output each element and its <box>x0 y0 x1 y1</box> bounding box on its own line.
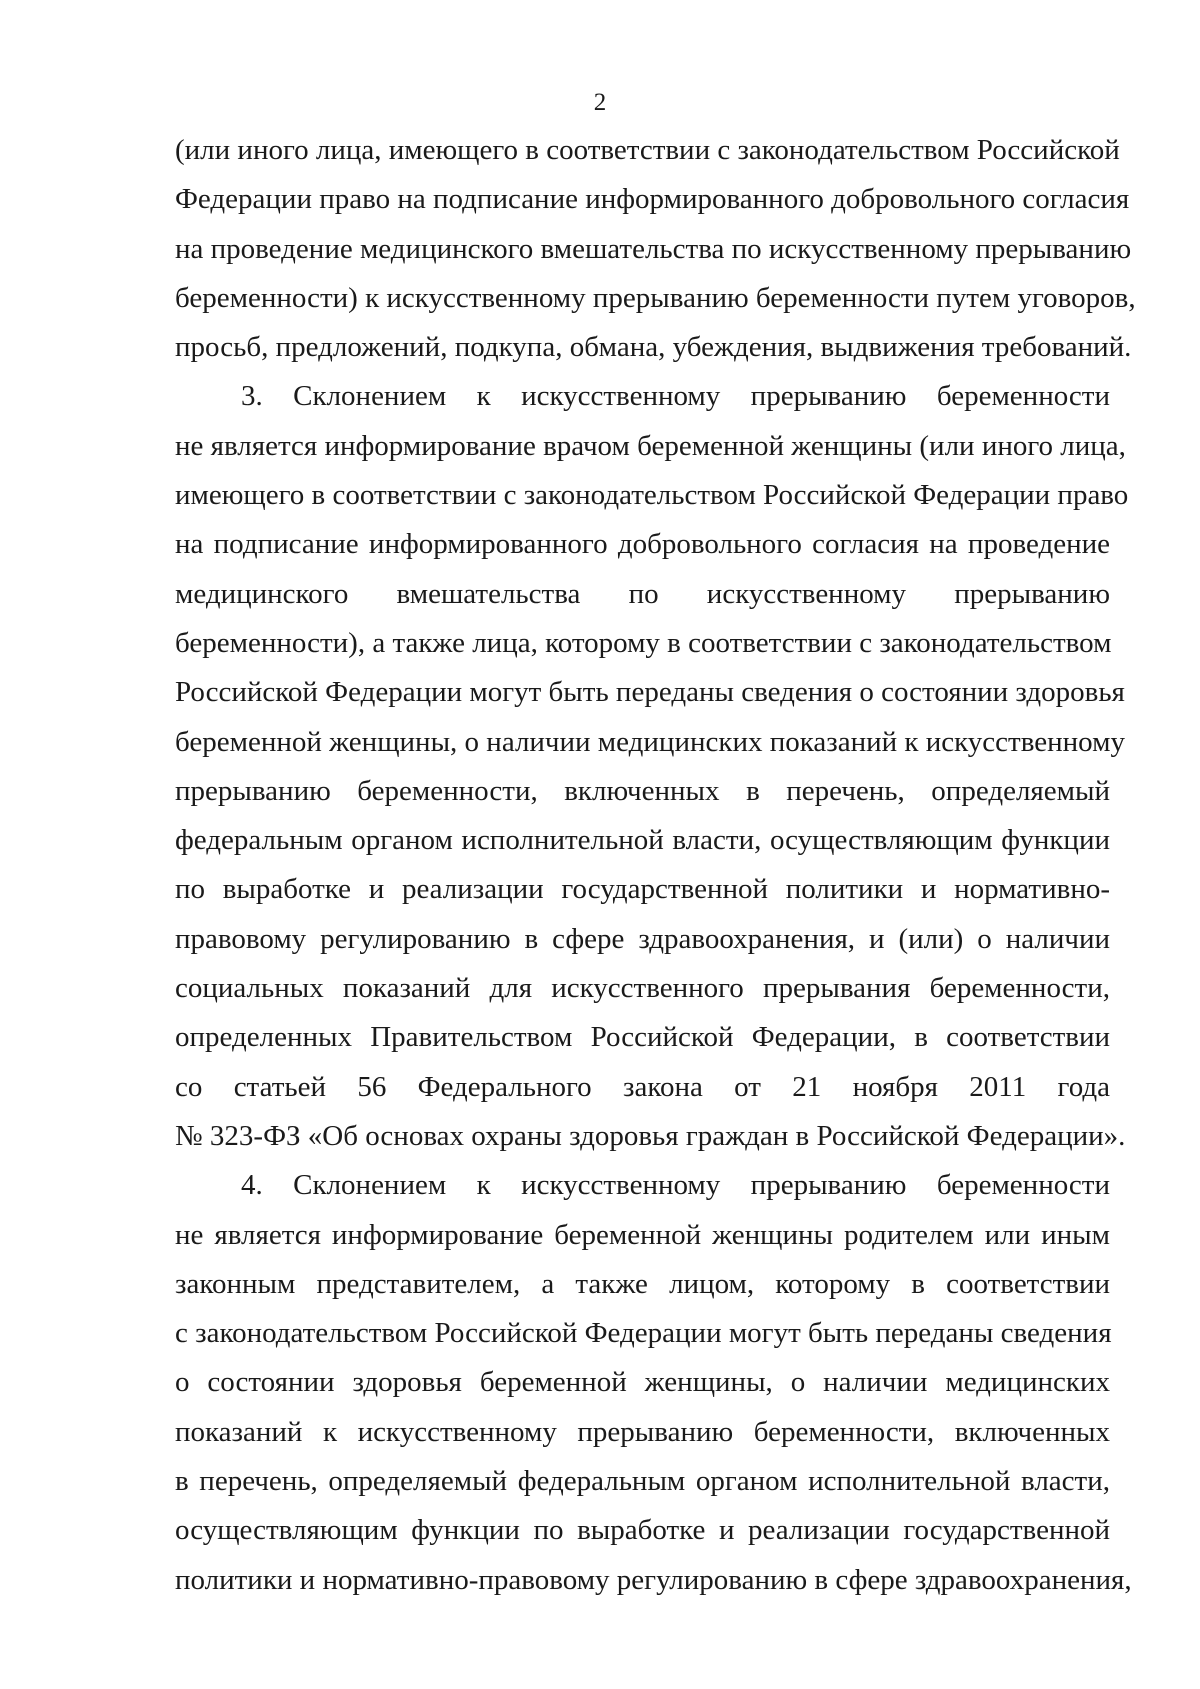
text-line: не является информирование беременной женщины родителем или иным <box>175 1218 1110 1251</box>
text-line: не является информирование врачом беременной женщины (или иного лица, <box>175 429 1126 462</box>
text-line: беременности), а также лица, которому в соответствии с законодательством <box>175 626 1112 659</box>
text-line: законным представителем, а также лицом, которому в соответствии <box>175 1267 1110 1300</box>
text-line: (или иного лица, имеющего в соответствии с законодательством Российской <box>175 134 1120 166</box>
text-line: медицинского вмешательства по искусственному прерыванию <box>175 577 1110 610</box>
document-body <box>175 126 1136 1605</box>
text-line: определенных Правительством Российской Федерации, в соответствии <box>175 1021 1110 1054</box>
text-line: политики и нормативно-правовому регулированию в сфере здравоохранения, <box>175 1563 1132 1596</box>
text-line: о состоянии здоровья беременной женщины, о наличии медицинских <box>175 1366 1110 1399</box>
text-line: показаний к искусственному прерыванию беременности, включенных <box>175 1415 1110 1448</box>
text-line: социальных показаний для искусственного прерывания беременности, <box>175 972 1110 1005</box>
text-line: просьб, предложений, подкупа, обмана, убеждения, выдвижения требований. <box>175 331 1132 364</box>
text-line: по выработке и реализации государственной политики и нормативно- <box>175 873 1110 906</box>
page-number: 2 <box>593 89 607 116</box>
text-line: имеющего в соответствии с законодательством Российской Федерации право <box>175 479 1129 512</box>
text-line: на проведение медицинского вмешательства по искусственному прерыванию <box>175 232 1132 265</box>
text-line: правовому регулированию в сфере здравоохранения, и (или) о наличии <box>175 922 1110 955</box>
text-line: с законодательством Российской Федерации могут быть переданы сведения <box>175 1317 1112 1350</box>
text-line: 3. Склонением к искусственному прерыванию беременности <box>241 380 1110 413</box>
text-line: в перечень, определяемый федеральным органом исполнительной власти, <box>175 1465 1110 1498</box>
text-line: № 323-ФЗ «Об основах охраны здоровья граждан в Российской Федерации». <box>175 1119 1126 1152</box>
text-line: беременности) к искусственному прерыванию беременности путем уговоров, <box>175 281 1136 314</box>
text-line: Российской Федерации могут быть переданы сведения о состоянии здоровья <box>175 676 1125 709</box>
text-line: 4. Склонением к искусственному прерыванию беременности <box>241 1169 1110 1202</box>
text-line: со статьей 56 Федерального закона от 21 ноября 2011 года <box>175 1070 1110 1103</box>
text-line: осуществляющим функции по выработке и реализации государственной <box>175 1514 1110 1547</box>
text-line: федеральным органом исполнительной власти, осуществляющим функции <box>175 824 1110 857</box>
text-line: Федерации право на подписание информированного добровольного согласия <box>175 183 1130 216</box>
text-line: беременной женщины, о наличии медицинских показаний к искусственному <box>175 725 1125 758</box>
text-line: на подписание информированного добровольного согласия на проведение <box>175 528 1110 561</box>
text-line: прерыванию беременности, включенных в перечень, определяемый <box>175 774 1110 807</box>
